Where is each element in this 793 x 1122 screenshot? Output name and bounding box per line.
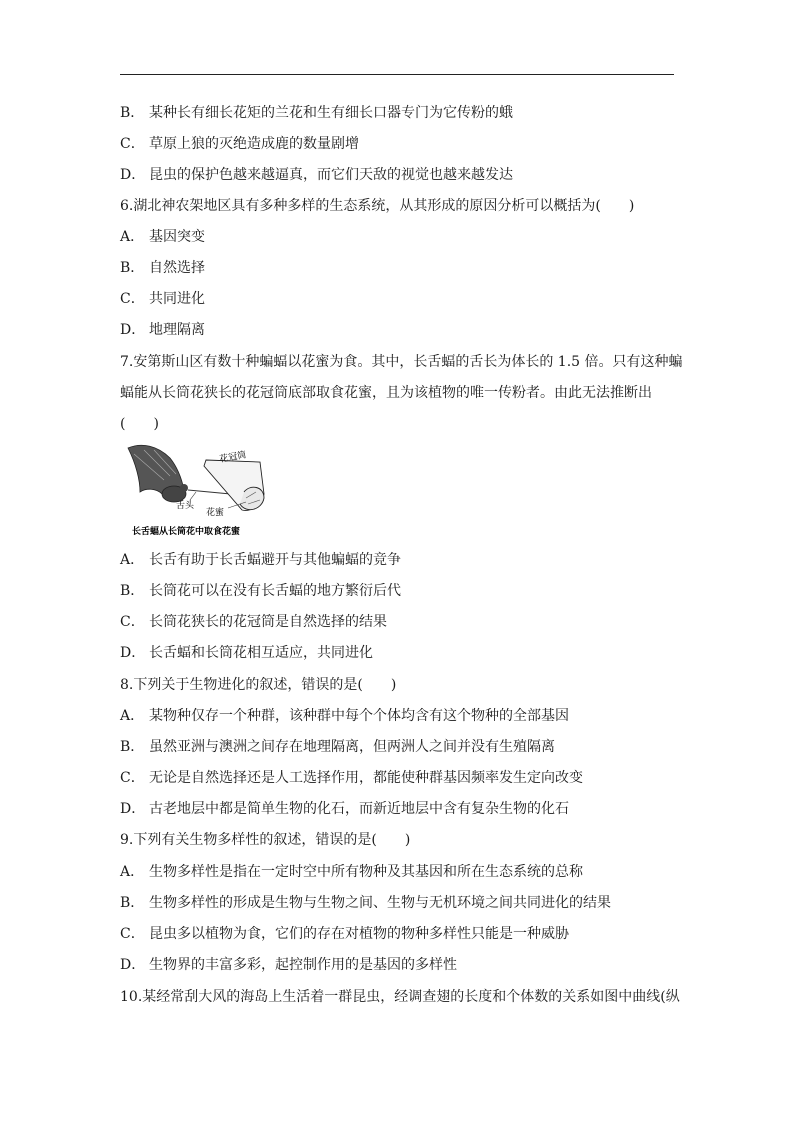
q6-stem: 6.湖北神农架地区具有多种多样的生态系统，从其形成的原因分析可以概括为( ): [120, 198, 635, 214]
option-text: 某种长有细长花矩的兰花和生有细长口器专门为它传粉的蛾: [149, 105, 513, 121]
option-label: D．: [120, 322, 146, 338]
bat-flower-figure: [124, 440, 274, 540]
option-text: 昆虫的保护色越来越逼真，而它们天敌的视觉也越来越发达: [149, 167, 513, 183]
option-label: C．: [120, 291, 145, 307]
option-label: B．: [120, 105, 145, 121]
q8-option-c[interactable]: [120, 768, 680, 788]
q7-option-d[interactable]: [120, 643, 680, 663]
label-corolla-tube: 花冠筒: [218, 450, 248, 465]
option-text: 自然选择: [149, 260, 205, 276]
option-text: 长筒花可以在没有长舌蝠的地方繁衍后代: [149, 583, 401, 599]
q9-option-d[interactable]: [120, 955, 680, 975]
option-label: A．: [120, 864, 145, 880]
q7-option-c[interactable]: [120, 612, 680, 632]
option-label: D．: [120, 801, 146, 817]
q7-stem-line1: 7.安第斯山区有数十种蝙蝠以花蜜为食。其中，长舌蝠的舌长为体长的 1.5 倍。只有这种蝙: [120, 354, 683, 370]
q7-option-b[interactable]: [120, 581, 680, 601]
q8-stem: 8.下列关于生物进化的叙述，错误的是( ): [120, 677, 397, 693]
q6-option-c[interactable]: [120, 289, 680, 309]
option-label: D．: [120, 957, 146, 973]
label-tongue: 舌头: [176, 501, 195, 511]
q10-stem-line1: 10.某经常刮大风的海岛上生活着一群昆虫，经调查翅的长度和个体数的关系如图中曲线(纵: [120, 989, 680, 1005]
q7-stem-line3: ( ): [120, 416, 159, 432]
option-label: D．: [120, 167, 146, 183]
option-label: B．: [120, 260, 145, 276]
header-rule: [120, 74, 674, 75]
figure-caption: 长舌蝠从长筒花中取食花蜜: [132, 527, 241, 537]
q6-option-b[interactable]: [120, 258, 680, 278]
option-text: 古老地层中都是简单生物的化石，而新近地层中含有复杂生物的化石: [149, 801, 569, 817]
option-text: 某物种仅存一个种群，该种群中每个个体均含有这个物种的全部基因: [149, 708, 569, 724]
option-text: 地理隔离: [149, 322, 205, 338]
option-label: A．: [120, 552, 145, 568]
option-label: A．: [120, 708, 145, 724]
option-text: 生物多样性的形成是生物与生物之间、生物与无机环境之间共同进化的结果: [149, 895, 611, 911]
option-label: D．: [120, 645, 146, 661]
q9-option-c[interactable]: [120, 924, 680, 944]
option-label: C．: [120, 614, 145, 630]
option-text: 昆虫多以植物为食，它们的存在对植物的物种多样性只能是一种威胁: [149, 926, 569, 942]
q7-stem-line2: 蝠能从长筒花狭长的花冠筒底部取食花蜜，且为该植物的唯一传粉者。由此无法推断出: [120, 385, 652, 401]
option-label: C．: [120, 770, 145, 786]
q6-option-a[interactable]: [120, 227, 680, 247]
option-label: C．: [120, 926, 145, 942]
q5-option-d[interactable]: [120, 165, 680, 185]
bat-flower-illustration: [124, 440, 274, 540]
option-text: 基因突变: [149, 229, 205, 245]
option-label: B．: [120, 895, 145, 911]
q5-option-b[interactable]: [120, 103, 680, 123]
option-text: 无论是自然选择还是人工选择作用，都能使种群基因频率发生定向改变: [149, 770, 583, 786]
option-text: 生物多样性是指在一定时空中所有物种及其基因和所在生态系统的总称: [149, 864, 583, 880]
q8-option-d[interactable]: [120, 799, 680, 819]
option-label: B．: [120, 583, 145, 599]
label-nectar: 花蜜: [206, 508, 225, 518]
q8-option-a[interactable]: [120, 706, 680, 726]
option-label: B．: [120, 739, 145, 755]
q6-option-d[interactable]: [120, 320, 680, 340]
option-text: 共同进化: [149, 291, 205, 307]
option-text: 生物界的丰富多彩，起控制作用的是基因的多样性: [149, 957, 457, 973]
option-text: 长筒花狭长的花冠筒是自然选择的结果: [149, 614, 387, 630]
option-text: 长舌有助于长舌蝠避开与其他蝙蝠的竞争: [149, 552, 401, 568]
q7-option-a[interactable]: [120, 550, 680, 570]
option-label: A．: [120, 229, 145, 245]
q9-option-b[interactable]: [120, 893, 680, 913]
q9-option-a[interactable]: [120, 862, 680, 882]
option-text: 虽然亚洲与澳洲之间存在地理隔离，但两洲人之间并没有生殖隔离: [149, 739, 555, 755]
option-text: 草原上狼的灭绝造成鹿的数量剧增: [149, 136, 359, 152]
q9-stem: 9.下列有关生物多样性的叙述，错误的是( ): [120, 832, 411, 848]
option-label: C．: [120, 136, 145, 152]
option-text: 长舌蝠和长筒花相互适应，共同进化: [149, 645, 373, 661]
q5-option-c[interactable]: [120, 134, 680, 154]
q8-option-b[interactable]: [120, 737, 680, 757]
